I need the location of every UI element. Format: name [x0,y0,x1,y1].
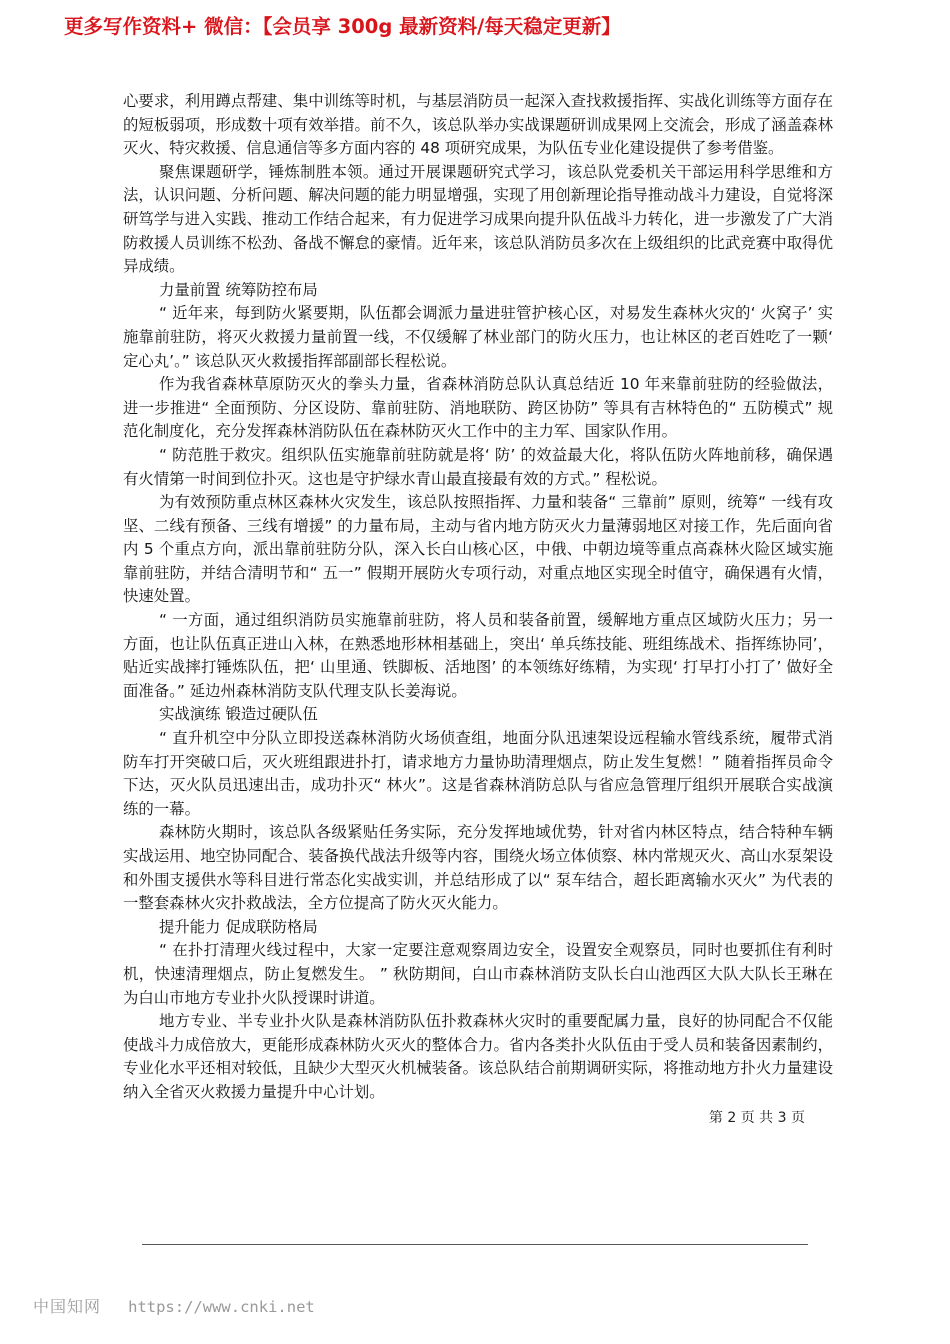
paragraph: 作为我省森林草原防灭火的拳头力量，省森林消防总队认真总结近 10 年来靠前驻防的经验做法，进一步推进“ 全面预防、分区设防、靠前驻防、消地联防、跨区协防” 等具有吉林特色的“ 五防模式” 规范化制度化，充分发挥森林消防队伍在森林防灭火工作中的主力军、国家队作用。 [123,375,833,441]
paragraph: “ 防范胜于救灾。组织队伍实施靠前驻防就是将‘ 防’ 的效益最大化，将队伍防火阵地前移，确保遇有火情第一时间到位扑灭。这也是守护绿水青山最直接最有效的方式。” 程松说。 [123,445,833,488]
paragraph: “ 在扑打清理火线过程中，大家一定要注意观察周边安全，设置安全观察员，同时也要抓住有利时机，快速清理烟点，防止复燃发生。 ” 秋防期间，白山市森林消防支队长白山池西区大队大队长王琳在为白山市地方专业扑火队授课时讲道。 [123,941,833,1007]
paragraph: “ 一方面，通过组织消防员实施靠前驻防，将人员和装备前置，缓解地方重点区域防火压力；另一方面，也让队伍真正进山入林，在熟悉地形林相基础上，突出‘ 单兵练技能、班组练战术、指挥练协同’，贴近实战摔打锤炼队伍，把‘ 山里通、铁脚板、活地图’ 的本领练好练精，为实现‘ 打早打小打了’ 做好全面准备。” 延边州森林消防支队代理支队长姜海说。 [123,611,833,700]
promo-banner: 更多写作资料+ 微信：【会员享 300g 最新资料/每天稳定更新】 [64,15,621,38]
paragraph: 心要求，利用蹲点帮建、集中训练等时机，与基层消防员一起深入查找救援指挥、实战化训练等方面存在的短板弱项，形成数十项有效举措。前不久，该总队举办实战课题研训成果网上交流会，形成了涵盖森林灭火、特灾救援、信息通信等多方面内容的 48 项研究成果，为队伍专业化建设提供了参考借鉴。 [123,92,833,158]
page-number: 第 2 页 共 3 页 [708,1110,805,1126]
cnki-url: https://www.cnki.net [128,1298,315,1316]
document-body [123,90,833,1105]
paragraph: “ 近年来，每到防火紧要期，队伍都会调派力量进驻管护核心区，对易发生森林火灾的‘ 火窝子’ 实施靠前驻防，将灭火救援力量前置一线，不仅缓解了林业部门的防火压力，也让林区的老百姓吃了一颗‘ 定心丸’。” 该总队灭火救援指挥部副部长程松说。 [123,304,833,370]
paragraph: “ 直升机空中分队立即投送森林消防火场侦查组，地面分队迅速架设远程输水管线系统，履带式消防车打开突破口后，灭火班组跟进扑打，请求地方力量协助清理烟点，防止发生复燃！” 随着指挥员命令下达，灭火队员迅速出击，成功扑灭“ 林火”。这是省森林消防总队与省应急管理厅组织开展联合实战演练的一幕。 [123,729,833,818]
section-heading: 力量前置 统筹防控布局 [159,280,318,299]
cnki-watermark [33,1294,315,1318]
paragraph: 森林防火期时，该总队各级紧贴任务实际，充分发挥地域优势，针对省内林区特点，结合特种车辆实战运用、地空协同配合、装备换代战法升级等内容，围绕火场立体侦察、林内常规灭火、高山水泵架设和外围支援供水等科目进行常态化实战实训，并总结形成了以“ 泵车结合，超长距离输水灭火” 为代表的一整套森林火灾扑救战法，全方位提高了防火灭火能力。 [123,823,833,913]
cnki-logo-text: 中国知网 [33,1297,102,1316]
paragraph: 地方专业、半专业扑火队是森林消防队伍扑救森林火灾时的重要配属力量，良好的协同配合不仅能使战斗力成倍放大，更能形成森林防火灭火的整体合力。省内各类扑火队伍由于受人员和装备因素制约，专业化水平还相对较低，且缺少大型灭火机械装备。该总队结合前期调研实际，将推动地方扑火力量建设纳入全省灭火救援力量提升中心计划。 [123,1012,833,1101]
footer-divider [142,1244,808,1245]
section-heading: 实战演练 锻造过硬队伍 [159,705,318,724]
paragraph: 聚焦课题研学，锤炼制胜本领。通过开展课题研究式学习，该总队党委机关干部运用科学思维和方法，认识问题、分析问题、解决问题的能力明显增强，实现了用创新理论指导推动战斗力建设，自觉将深研笃学与进入实践、推动工作结合起来，有力促进学习成果向提升队伍战斗力转化，进一步激发了广大消防救援人员训练不松劲、备战不懈怠的豪情。近年来，该总队消防员多次在上级组织的比武竞赛中取得优异成绩。 [123,162,833,276]
paragraph: 为有效预防重点林区森林火灾发生，该总队按照指挥、力量和装备“ 三靠前” 原则，统筹“ 一线有攻坚、二线有预备、三线有增援” 的力量布局，主动与省内地方防灭火力量薄弱地区对接工作，先后面向省内 5 个重点方向，派出靠前驻防分队，深入长白山核心区，中俄、中朝边境等重点高森林火险区域实施靠前驻防，并结合清明节和“ 五一” 假期开展防火专项行动，对重点地区实现全时值守，确保遇有火情，快速处置。 [123,493,833,606]
section-heading: 提升能力 促成联防格局 [159,917,318,936]
